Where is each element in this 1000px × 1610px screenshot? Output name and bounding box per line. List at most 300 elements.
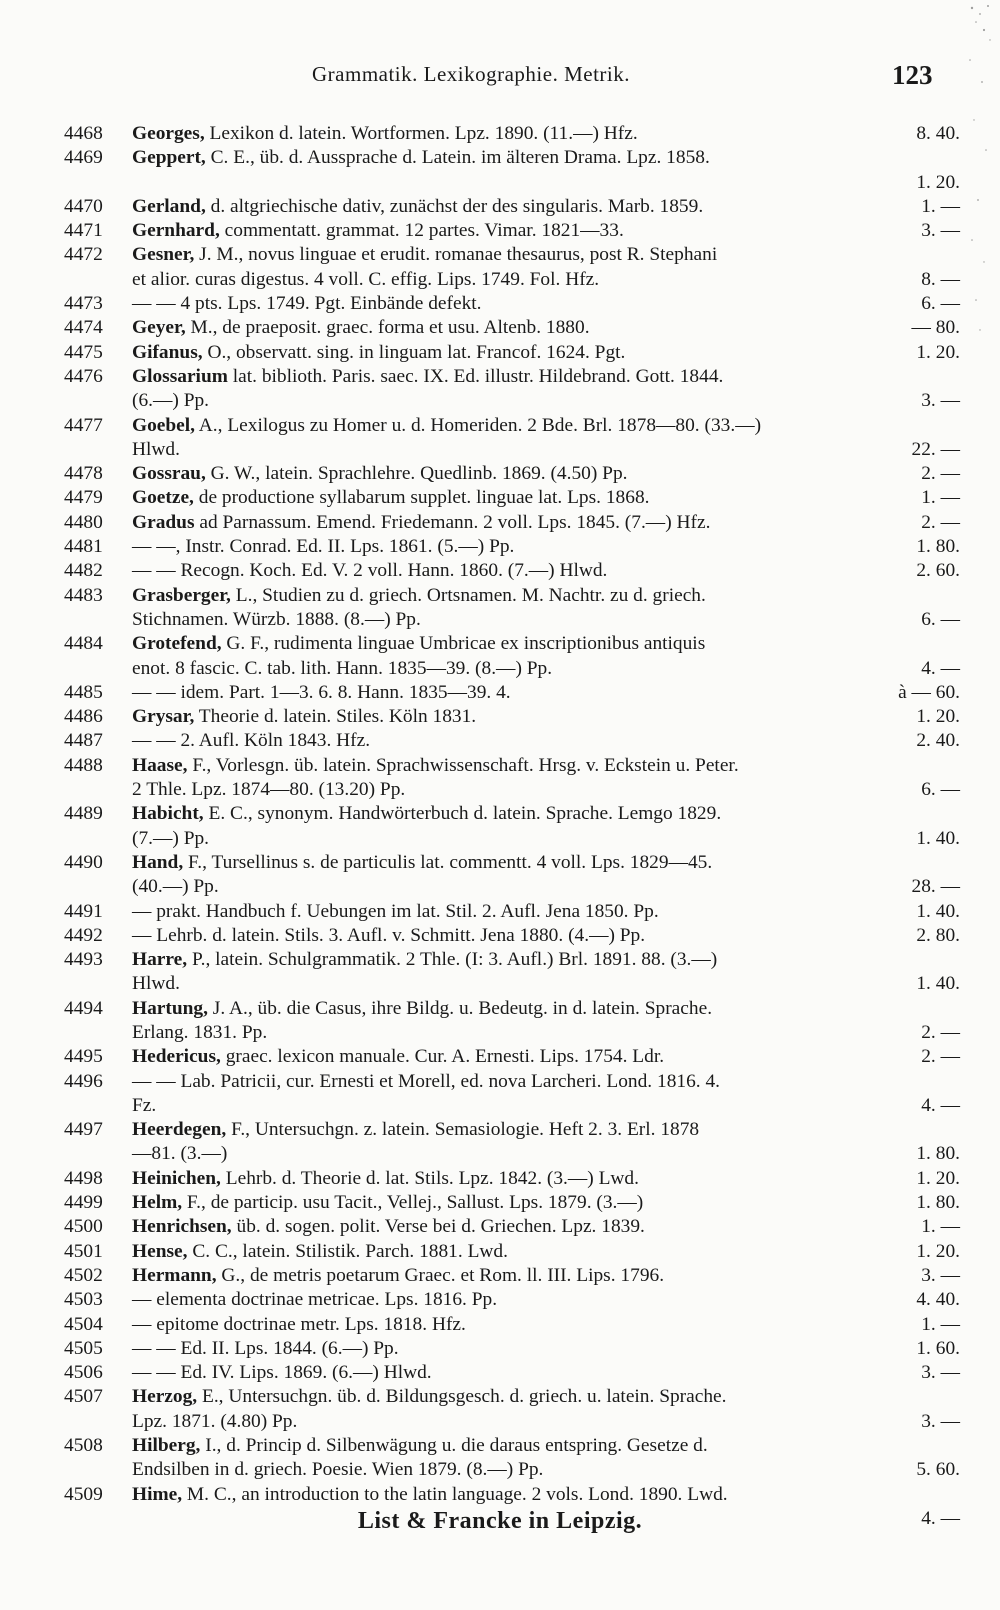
entry-text xyxy=(132,268,599,292)
entry-line xyxy=(64,802,960,826)
entry-line xyxy=(64,1167,960,1191)
entry-number: 4469 xyxy=(64,147,103,169)
entry-description: F., Tursellinus s. de particulis lat. commentt. 4 voll. Lps. 1829—45. xyxy=(183,851,713,873)
entry-line xyxy=(64,584,960,608)
entry-text xyxy=(132,1458,543,1482)
entry-text xyxy=(132,705,476,729)
entry-price: 1. 40. xyxy=(916,900,960,922)
entry-number: 4478 xyxy=(64,463,103,485)
entry-price: 3. — xyxy=(921,390,960,412)
entry-text xyxy=(132,1483,728,1507)
entry-line xyxy=(64,1240,960,1264)
entry-price: 8. 40. xyxy=(916,123,960,144)
entry-description: — elementa doctrinae metricae. Lps. 1816. Pp. xyxy=(132,1289,498,1311)
entry-text xyxy=(132,243,717,267)
entry-text xyxy=(132,997,712,1021)
entry-text xyxy=(132,122,638,146)
entry-line xyxy=(64,438,960,462)
running-title: Grammatik. Lexikographie. Metrik. xyxy=(312,62,630,86)
entry-line xyxy=(64,1434,960,1458)
entry-number: 4486 xyxy=(64,706,103,728)
entry-price: 1. 20. xyxy=(916,171,960,193)
entry-line xyxy=(64,632,960,656)
entry-number: 4490 xyxy=(64,851,103,873)
paper-specks xyxy=(960,0,1000,360)
entry-description: M., de praeposit. graec. forma et usu. Altenb. 1880. xyxy=(185,317,590,339)
entry-description: — epitome doctrinae metr. Lps. 1818. Hfz. xyxy=(132,1313,466,1335)
catalogue-entry xyxy=(64,924,960,948)
page-number: 123 xyxy=(892,60,933,90)
catalogue-entry xyxy=(64,122,960,146)
entry-price: 2. — xyxy=(921,463,960,485)
entry-headword: Grotefend, xyxy=(132,633,222,655)
entry-line xyxy=(64,1094,960,1118)
entry-number: 4494 xyxy=(64,997,103,1019)
entry-line xyxy=(64,195,960,219)
entry-price: 1. — xyxy=(921,487,960,509)
entry-line xyxy=(64,1215,960,1239)
entry-line xyxy=(64,827,960,851)
entry-description: P., latein. Schulgrammatik. 2 Thle. (I: 3. Aufl.) Brl. 1891. 88. (3.—) xyxy=(187,949,718,971)
entry-line xyxy=(64,1385,960,1409)
entry-line xyxy=(64,997,960,1021)
entry-headword: Harre, xyxy=(132,949,188,971)
entry-number: 4499 xyxy=(64,1192,103,1214)
entry-number: 4488 xyxy=(64,754,103,776)
entry-text xyxy=(132,1215,645,1239)
entry-text xyxy=(132,584,706,608)
entry-headword: Georges, xyxy=(132,123,205,144)
entry-price: — 80. xyxy=(911,317,960,339)
entry-description: — —, Instr. Conrad. Ed. II. Lps. 1861. (5.—) Pp. xyxy=(132,536,515,558)
entry-line xyxy=(64,875,960,899)
entry-line xyxy=(64,511,960,535)
entry-number: 4475 xyxy=(64,341,103,363)
entry-text xyxy=(132,195,703,219)
entry-price: 22. — xyxy=(911,438,960,460)
entry-line xyxy=(64,1264,960,1288)
entry-text xyxy=(132,1191,643,1215)
entry-description: Lexikon d. latein. Wortformen. Lpz. 1890. (11.—) Hfz. xyxy=(204,123,638,144)
entry-number: 4500 xyxy=(64,1216,103,1238)
entry-description: J. M., novus linguae et erudit. romanae thesaurus, post R. Stephani xyxy=(194,244,718,266)
entry-description: graec. lexicon manuale. Cur. A. Ernesti. Lips. 1754. Ldr. xyxy=(220,1046,665,1068)
catalogue-entries xyxy=(64,122,960,1531)
entry-text xyxy=(132,511,710,535)
entry-text xyxy=(132,1021,267,1045)
entry-number: 4487 xyxy=(64,730,103,752)
entry-text xyxy=(132,1070,720,1094)
entry-price: 1. 60. xyxy=(916,1337,960,1359)
catalogue-entry xyxy=(64,1240,960,1264)
entry-description: F., Vorlesgn. üb. latein. Sprachwissenschaft. Hrsg. v. Eckstein u. Peter. xyxy=(187,754,739,776)
entry-price: 4. — xyxy=(921,1507,960,1529)
catalogue-entry xyxy=(64,1361,960,1385)
entry-number: 4509 xyxy=(64,1483,103,1505)
entry-headword: Heerdegen, xyxy=(132,1119,227,1141)
entry-number: 4477 xyxy=(64,414,103,436)
entry-description: E. C., synonym. Handwörterbuch d. latein. Sprache. Lemgo 1829. xyxy=(203,803,722,825)
entry-description: — prakt. Handbuch f. Uebungen im lat. Stil. 2. Aufl. Jena 1850. Pp. xyxy=(132,900,659,922)
entry-price: 1. 40. xyxy=(916,973,960,995)
entry-number: 4493 xyxy=(64,949,103,971)
entry-price: 5. 60. xyxy=(916,1459,960,1481)
entry-line xyxy=(64,389,960,413)
entry-headword: Hilberg, xyxy=(132,1435,201,1457)
entry-text xyxy=(132,316,590,340)
entry-price: 1. 20. xyxy=(916,706,960,728)
entry-text xyxy=(132,292,482,316)
entry-price: 2. — xyxy=(921,1046,960,1068)
entry-line xyxy=(64,948,960,972)
entry-text xyxy=(132,559,607,583)
entry-headword: Haase, xyxy=(132,754,188,776)
entry-headword: Goetze, xyxy=(132,487,194,509)
entry-text xyxy=(132,146,710,170)
entry-line xyxy=(64,778,960,802)
entry-number: 4498 xyxy=(64,1167,103,1189)
entry-number: 4489 xyxy=(64,803,103,825)
entry-headword: Gerland, xyxy=(132,195,206,217)
entry-price: 3. — xyxy=(921,1264,960,1286)
entry-line xyxy=(64,1337,960,1361)
catalogue-entry xyxy=(64,632,960,681)
entry-description: Hlwd. xyxy=(132,973,180,995)
entry-price: 2. 80. xyxy=(916,924,960,946)
page-header xyxy=(0,62,1000,102)
entry-text xyxy=(132,1361,432,1385)
entry-description: F., de particip. usu Tacit., Vellej., Sallust. Lps. 1879. (3.—) xyxy=(182,1192,644,1214)
entry-text xyxy=(132,1094,156,1118)
entry-text xyxy=(132,1142,227,1166)
entry-description: — — 4 pts. Lps. 1749. Pgt. Einbände defekt. xyxy=(132,293,482,315)
catalogue-entry xyxy=(64,219,960,243)
catalogue-entry xyxy=(64,341,960,365)
entry-text xyxy=(132,414,761,438)
entry-price: 2. — xyxy=(921,1021,960,1043)
entry-text xyxy=(132,219,624,243)
entry-number: 4479 xyxy=(64,487,103,509)
entry-number: 4472 xyxy=(64,244,103,266)
entry-description: (6.—) Pp. xyxy=(132,390,210,412)
entry-description: —81. (3.—) xyxy=(132,1143,228,1165)
entry-number: 4484 xyxy=(64,633,103,655)
catalogue-entry xyxy=(64,851,960,900)
entry-price: 6. — xyxy=(921,779,960,801)
catalogue-entry xyxy=(64,292,960,316)
entry-number: 4497 xyxy=(64,1119,103,1141)
entry-price: 6. — xyxy=(921,293,960,315)
entry-number: 4495 xyxy=(64,1046,103,1068)
entry-line xyxy=(64,268,960,292)
entry-headword: Goebel, xyxy=(132,414,196,436)
entry-text xyxy=(132,1288,497,1312)
entry-line xyxy=(64,1483,960,1507)
entry-description: I., d. Princip d. Silbenwägung u. die daraus entspring. Gesetze d. xyxy=(200,1435,708,1457)
catalogue-entry xyxy=(64,1434,960,1483)
catalogue-entry xyxy=(64,997,960,1046)
entry-headword: Geyer, xyxy=(132,317,186,339)
entry-headword: Grasberger, xyxy=(132,584,231,606)
entry-description: M. C., an introduction to the latin language. 2 vols. Lond. 1890. Lwd. xyxy=(182,1483,728,1505)
entry-headword: Gradus xyxy=(132,511,195,533)
entry-line xyxy=(64,1361,960,1385)
entry-number: 4482 xyxy=(64,560,103,582)
catalogue-entry xyxy=(64,559,960,583)
entry-price: 3. — xyxy=(921,220,960,242)
entry-description: Lpz. 1871. (4.80) Pp. xyxy=(132,1410,298,1432)
entry-price: 1. 80. xyxy=(916,536,960,558)
entry-price: à — 60. xyxy=(898,681,960,703)
entry-line xyxy=(64,341,960,365)
entry-line xyxy=(64,365,960,389)
catalogue-entry xyxy=(64,584,960,633)
entry-description: d. altgriechische dativ, zunächst der des singularis. Marb. 1859. xyxy=(205,195,704,217)
entry-line xyxy=(64,972,960,996)
entry-headword: Hense, xyxy=(132,1240,188,1262)
entry-number: 4504 xyxy=(64,1313,103,1335)
entry-price: 1. 20. xyxy=(916,341,960,363)
entry-description: Hlwd. xyxy=(132,438,180,460)
entry-headword: Gossrau, xyxy=(132,463,206,485)
entry-price: 2. 60. xyxy=(916,560,960,582)
entry-number: 4474 xyxy=(64,317,103,339)
entry-text xyxy=(132,535,514,559)
entry-text xyxy=(132,729,370,753)
catalogue-entry xyxy=(64,1045,960,1069)
entry-line xyxy=(64,559,960,583)
entry-description: ad Parnassum. Emend. Friedemann. 2 voll. Lps. 1845. (7.—) Hfz. xyxy=(194,511,711,533)
entry-line xyxy=(64,900,960,924)
entry-price: 1. — xyxy=(921,1313,960,1335)
catalogue-entry xyxy=(64,1118,960,1167)
entry-description: L., Studien zu d. griech. Ortsnamen. M. Nachtr. zu d. griech. xyxy=(230,584,706,606)
entry-line xyxy=(64,681,960,705)
entry-line xyxy=(64,535,960,559)
entry-text xyxy=(132,778,405,802)
entry-number: 4473 xyxy=(64,293,103,315)
entry-text xyxy=(132,438,180,462)
entry-number: 4485 xyxy=(64,681,103,703)
entry-price: 3. — xyxy=(921,1362,960,1384)
catalogue-entry xyxy=(64,316,960,340)
entry-description: Lehrb. d. Theorie d. lat. Stils. Lpz. 1842. (3.—) Lwd. xyxy=(220,1167,639,1189)
catalogue-entry xyxy=(64,535,960,559)
entry-headword: Habicht, xyxy=(132,803,204,825)
entry-number: 4476 xyxy=(64,365,103,387)
entry-text xyxy=(132,900,659,924)
entry-text xyxy=(132,1337,399,1361)
entry-number: 4502 xyxy=(64,1264,103,1286)
entry-description: enot. 8 fascic. C. tab. lith. Hann. 1835—39. (8.—) Pp. xyxy=(132,657,553,679)
entry-number: 4507 xyxy=(64,1386,103,1408)
catalogue-entry xyxy=(64,486,960,510)
entry-text xyxy=(132,1313,466,1337)
entry-text xyxy=(132,1240,508,1264)
entry-line xyxy=(64,219,960,243)
entry-text xyxy=(132,1264,664,1288)
entry-line xyxy=(64,1288,960,1312)
entry-text xyxy=(132,1045,664,1069)
entry-description: Stichnamen. Würzb. 1888. (8.—) Pp. xyxy=(132,608,421,630)
entry-text xyxy=(132,754,739,778)
entry-price: 3. — xyxy=(921,1410,960,1432)
entry-description: C. C., latein. Stilistik. Parch. 1881. Lwd. xyxy=(187,1240,508,1262)
entry-line xyxy=(64,1458,960,1482)
entry-text xyxy=(132,851,712,875)
entry-text xyxy=(132,1410,297,1434)
entry-description: lat. biblioth. Paris. saec. IX. Ed. illustr. Hildebrand. Gott. 1844. xyxy=(227,365,724,387)
entry-line xyxy=(64,414,960,438)
entry-price: 1. 40. xyxy=(916,827,960,849)
entry-text xyxy=(132,1434,708,1458)
entry-text xyxy=(132,681,511,705)
catalogue-entry xyxy=(64,900,960,924)
entry-text xyxy=(132,462,628,486)
entry-headword: Geppert, xyxy=(132,147,206,169)
entry-description: Erlang. 1831. Pp. xyxy=(132,1021,268,1043)
entry-headword: Gernhard, xyxy=(132,220,220,242)
catalogue-entry xyxy=(64,705,960,729)
catalogue-entry xyxy=(64,754,960,803)
entry-description: (40.—) Pp. xyxy=(132,876,219,898)
entry-line xyxy=(64,1045,960,1069)
entry-number: 4501 xyxy=(64,1240,103,1262)
entry-text xyxy=(132,875,219,899)
entry-number: 4480 xyxy=(64,511,103,533)
entry-number: 4468 xyxy=(64,123,103,144)
entry-line xyxy=(64,486,960,510)
entry-line xyxy=(64,1142,960,1166)
entry-number: 4503 xyxy=(64,1289,103,1311)
entry-description: F., Untersuchgn. z. latein. Semasiologie. Heft 2. 3. Erl. 1878 xyxy=(226,1119,700,1141)
entry-price: 28. — xyxy=(911,876,960,898)
catalogue-entry xyxy=(64,414,960,463)
entry-description: Fz. xyxy=(132,1094,157,1116)
entry-text xyxy=(132,948,717,972)
entry-text xyxy=(132,632,705,656)
entry-text xyxy=(132,1385,727,1409)
entry-line xyxy=(64,316,960,340)
entry-description: 2 Thle. Lpz. 1874—80. (13.20) Pp. xyxy=(132,779,406,801)
entry-price: 4. 40. xyxy=(916,1289,960,1311)
entry-price: 8. — xyxy=(921,268,960,290)
entry-price: 1. 20. xyxy=(916,1240,960,1262)
entry-description: C. E., üb. d. Aussprache d. Latein. im älteren Drama. Lpz. 1858. xyxy=(205,147,710,169)
entry-description: O., observatt. sing. in linguam lat. Francof. 1624. Pgt. xyxy=(202,341,626,363)
entry-description: Endsilben in d. griech. Poesie. Wien 1879. (8.—) Pp. xyxy=(132,1459,544,1481)
entry-number: 4492 xyxy=(64,924,103,946)
catalogue-entry xyxy=(64,1337,960,1361)
entry-price: 6. — xyxy=(921,608,960,630)
entry-line xyxy=(64,146,960,170)
entry-description: Theorie d. latein. Stiles. Köln 1831. xyxy=(194,706,477,728)
entry-description: et alior. curas digestus. 4 voll. C. effig. Lips. 1749. Fol. Hfz. xyxy=(132,268,600,290)
entry-line xyxy=(64,462,960,486)
entry-price: 4. — xyxy=(921,657,960,679)
entry-headword: Herzog, xyxy=(132,1386,198,1408)
entry-number: 4470 xyxy=(64,195,103,217)
catalogue-entry xyxy=(64,146,960,195)
catalogue-entry xyxy=(64,1215,960,1239)
entry-headword: Hermann, xyxy=(132,1264,217,1286)
catalogue-entry xyxy=(64,948,960,997)
entry-text xyxy=(132,1118,699,1142)
entry-text xyxy=(132,924,645,948)
entry-line xyxy=(64,1070,960,1094)
entry-line xyxy=(64,1118,960,1142)
catalogue-entry xyxy=(64,1070,960,1119)
entry-number: 4491 xyxy=(64,900,103,922)
entry-line xyxy=(64,729,960,753)
entry-description: (7.—) Pp. xyxy=(132,827,210,849)
entry-text xyxy=(132,657,552,681)
publisher-footer: List & Francke in Leipzig. xyxy=(357,1508,643,1534)
entry-description: — — 2. Aufl. Köln 1843. Hfz. xyxy=(132,730,371,752)
catalogue-entry xyxy=(64,243,960,292)
entry-price: 1. 80. xyxy=(916,1143,960,1165)
entry-description: — — Ed. IV. Lips. 1869. (6.—) Hlwd. xyxy=(132,1362,432,1384)
entry-line xyxy=(64,1313,960,1337)
entry-price: 1. 20. xyxy=(916,1167,960,1189)
entry-price: 1. — xyxy=(921,195,960,217)
entry-description: G. W., latein. Sprachlehre. Quedlinb. 1869. (4.50) Pp. xyxy=(205,463,628,485)
entry-line xyxy=(64,243,960,267)
entry-headword: Heinichen, xyxy=(132,1167,221,1189)
catalogue-entry xyxy=(64,802,960,851)
catalogue-entry xyxy=(64,1385,960,1434)
entry-text xyxy=(132,1167,639,1191)
entry-price: 2. — xyxy=(921,511,960,533)
entry-headword: Helm, xyxy=(132,1192,183,1214)
entry-text xyxy=(132,802,721,826)
entry-number: 4508 xyxy=(64,1435,103,1457)
catalogue-entry xyxy=(64,365,960,414)
entry-line xyxy=(64,122,960,146)
entry-headword: Gesner, xyxy=(132,244,195,266)
entry-description: de productione syllabarum supplet. linguae lat. Lps. 1868. xyxy=(193,487,650,509)
entry-number: 4505 xyxy=(64,1337,103,1359)
entry-description: E., Untersuchgn. üb. d. Bildungsgesch. d. griech. u. latein. Sprache. xyxy=(197,1386,727,1408)
entry-description: G. F., rudimenta linguae Umbricae ex inscriptionibus antiquis xyxy=(221,633,706,655)
entry-description: — — idem. Part. 1—3. 6. 8. Hann. 1835—39. 4. xyxy=(132,681,511,703)
entry-text xyxy=(132,341,625,365)
entry-headword: Hedericus, xyxy=(132,1046,221,1068)
entry-text xyxy=(132,389,209,413)
entry-description: — — Lab. Patricii, cur. Ernesti et Morell, ed. nova Larcheri. Lond. 1816. 4. xyxy=(132,1070,721,1092)
catalogue-entry xyxy=(64,1191,960,1215)
entry-headword: Hartung, xyxy=(132,997,208,1019)
entry-number: 4481 xyxy=(64,536,103,558)
catalogue-entry xyxy=(64,1288,960,1312)
entry-text xyxy=(132,608,421,632)
entry-headword: Glossarium xyxy=(132,365,228,387)
entry-line xyxy=(64,292,960,316)
entry-text xyxy=(132,972,180,996)
entry-text xyxy=(132,827,209,851)
catalogue-entry xyxy=(64,1313,960,1337)
catalogue-entry xyxy=(64,1167,960,1191)
catalogue-entry xyxy=(64,1264,960,1288)
entry-headword: Gifanus, xyxy=(132,341,203,363)
entry-headword: Hand, xyxy=(132,851,184,873)
entry-text xyxy=(132,365,723,389)
entry-line xyxy=(64,1191,960,1215)
entry-price: 2. 40. xyxy=(916,730,960,752)
entry-description: üb. d. sogen. polit. Verse bei d. Griechen. Lpz. 1839. xyxy=(231,1216,645,1238)
catalogue-entry xyxy=(64,511,960,535)
entry-number: 4496 xyxy=(64,1070,103,1092)
